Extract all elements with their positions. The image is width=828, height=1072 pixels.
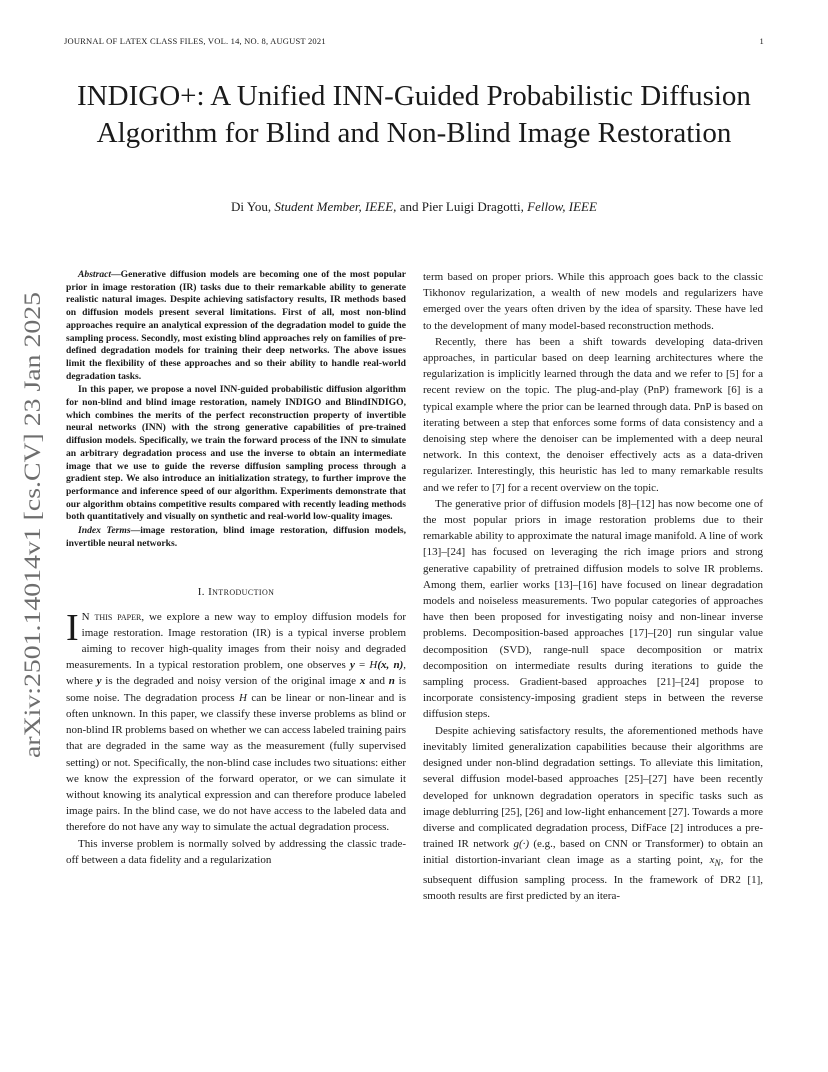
section-number: I. (197, 586, 205, 599)
math-symbol: y (349, 659, 355, 672)
body-paragraph: The generative prior of diffusion models [8]–[12] has now become one of the most popular priors in image restoration problems due to their remarkable ability to approximate the natural image manifold. A line of work [13]–[24] has focused on leveraging the rich image priors and strong generative capability of pretrained diffusion models to solve IR problems. Among them, earlier works [13]–[16] have focused on linear degradation models and noiseless measurements. Two popular categories of approaches have then been proposed for investigating noisy and non-linear inverse problems. Decomposition-based approaches [17]–[20] run singular value decomposition (SVD), range-null space decomposition or matrix decomposition on intermediate results during iterations to guide the sampling process. Gradient-based approaches [21]–[24] propose to incorporate consistency-imposing gradient steps in between the reverse diffusion steps. (423, 497, 763, 721)
introduction-body (66, 606, 406, 868)
index-terms-label: Index Terms (78, 525, 131, 537)
section-heading (66, 584, 406, 600)
math-symbol: n (388, 675, 395, 688)
body-paragraph: I N this paper, we explore a new way to employ diffusion models for image restoration. Image restoration (IR) is a typical inverse problem aiming to recover high-quality images from their noisy and degraded measurements. In a typical restoration problem, one observes y = H(x, n), where y is the degraded and noisy version of the original image x and n is some noise. The degradation process H can be linear or non-linear and is often unknown. In this paper, we classify these inverse problems as blind or non-blind IR problems based on whether we can access labeled training pairs that are degraded in the same way as the measurement (fully supervised setting) or not. Specifically, the non-blind case includes two situations: either we know the expression of the forward operator, or we can simulate it without knowing its analytical expression and can therefore produce labeled image pairs. In the blind case, we do not have access to the labeled data and therefore do not have any way to simulate the actual degradation process. (66, 606, 406, 834)
math-symbol: H (369, 659, 378, 672)
math-subscript: N (714, 858, 721, 869)
abstract (66, 269, 406, 550)
author-name: Di You, (231, 199, 272, 214)
abstract-paragraph: In this paper, we propose a novel INN-guided probabilistic diffusion algorithm for non-blind and blind image restoration, namely INDIGO and BlindINDIGO, which combines the merits of the perfect reconstruction property of invertible neural networks (INN) with the strong generative capabilities of pre-trained diffusion models. Specifically, we train the forward process of the INN to simulate an arbitrary degradation process and use the inverse to obtain an intermediate image that we use to guide the reverse diffusion sampling process through a gradient step. We also introduce an initialization strategy, to further improve the performance and inference speed of our algorithm. Experiments demonstrate that our algorithm obtains competitive results compared with recently leading methods both quantitatively and visually on synthetic and real-world low-quality images. (66, 384, 406, 523)
author-name: and Pier Luigi Dragotti, (399, 199, 524, 214)
math-symbol: g(·) (513, 838, 530, 851)
body-paragraph: Recently, there has been a shift towards developing data-driven approaches, in particular based on deep learning architectures where the regularization is implicitly learned through the data and we refer to [5] for a recent review on the topic. The plug-and-play (PnP) framework [6] is a typical example where the prior can be learned through data. PnP is based on iterating between a step that enforces some forms of data consistency and a denoising step where the denoiser can be implemented with a deep neural network. In this context, the denoiser effectively acts as a data-driven regularizer. Interestingly, this heuristic has led to many remarkable results and we refer to [7] for a recent overview on the topic. (423, 335, 763, 494)
body-paragraph: Despite achieving satisfactory results, the aforementioned methods have inevitably limited generalization capabilities because their algorithms are designed under non-blind degradation settings. To alleviate this limitation, several diffusion model-based approaches [25]–[27] have been recently developed for unknown degradation operators in specific tasks such as image deblurring [25], [26] and low-light enhancement [27]. Towards a more diverse and complicated degradation process, DifFace [2] introduces a pre-trained IR network g(·) (e.g., based on CNN or Transformer) to obtain an initial distortion-invariant clean image as a starting point, $x_N$, for the subsequent diffusion sampling process. In the framework of DR2 [1], smooth results are first predicted by an itera- (423, 724, 764, 902)
math-symbol: y (96, 675, 102, 688)
math-symbol: x (709, 854, 715, 867)
arxiv-identifier: arXiv:2501.14014v1 [cs.CV] 23 Jan 2025 (20, 363, 46, 758)
arxiv-stamp (10, 290, 52, 760)
author-affiliation: Fellow, IEEE (527, 199, 597, 214)
drop-cap: I (66, 606, 79, 649)
index-terms-text: —image restoration, blind image restoration, diffusion models, invertible neural networks. (66, 525, 406, 549)
body-paragraph: term based on proper priors. While this approach goes back to the classic Tikhonov regularization, a wealth of new models and regularizers have emerged over the years often driven by the idea of sparsity. These have led to the development of many model-based reconstruction methods. (423, 271, 763, 332)
author-affiliation: Student Member, IEEE, (274, 199, 397, 214)
math-symbol: x (359, 675, 366, 688)
math-symbol: (x, n) (377, 659, 404, 672)
abstract-paragraph: —Generative diffusion models are becoming one of the most popular prior in image restoration (IR) tasks due to their remarkable ability to generate realistic natural images. Despite achieving satisfactory results, IR methods based on diffusion models present several limitations. First of all, most non-blind approaches require an analytical expression of the degradation model to guide the sampling process. Secondly, most existing blind approaches rely on families of pre-defined degradation models for training their deep networks. The above issues limit the flexibility of these approaches and so their ability to handle real-world degradation tasks. (66, 269, 406, 382)
math-symbol: H (238, 691, 247, 704)
right-column (423, 269, 763, 904)
running-header (64, 36, 764, 48)
journal-name: JOURNAL OF LATEX CLASS FILES, VOL. 14, NO. 8, AUGUST 2021 (64, 36, 326, 46)
body-paragraph: This inverse problem is normally solved by addressing the classic trade-off between a data fidelity and a regularization (66, 837, 406, 866)
paper-title: INDIGO+: A Unified INN-Guided Probabilistic Diffusion Algorithm for Blind and Non-Blind Image Restoration (77, 80, 751, 149)
section-title: Introduction (208, 586, 275, 599)
left-column (66, 269, 406, 868)
page-number: 1 (759, 36, 764, 46)
index-terms (66, 525, 406, 550)
abstract-label: Abstract (78, 269, 112, 280)
author-line (64, 199, 764, 215)
